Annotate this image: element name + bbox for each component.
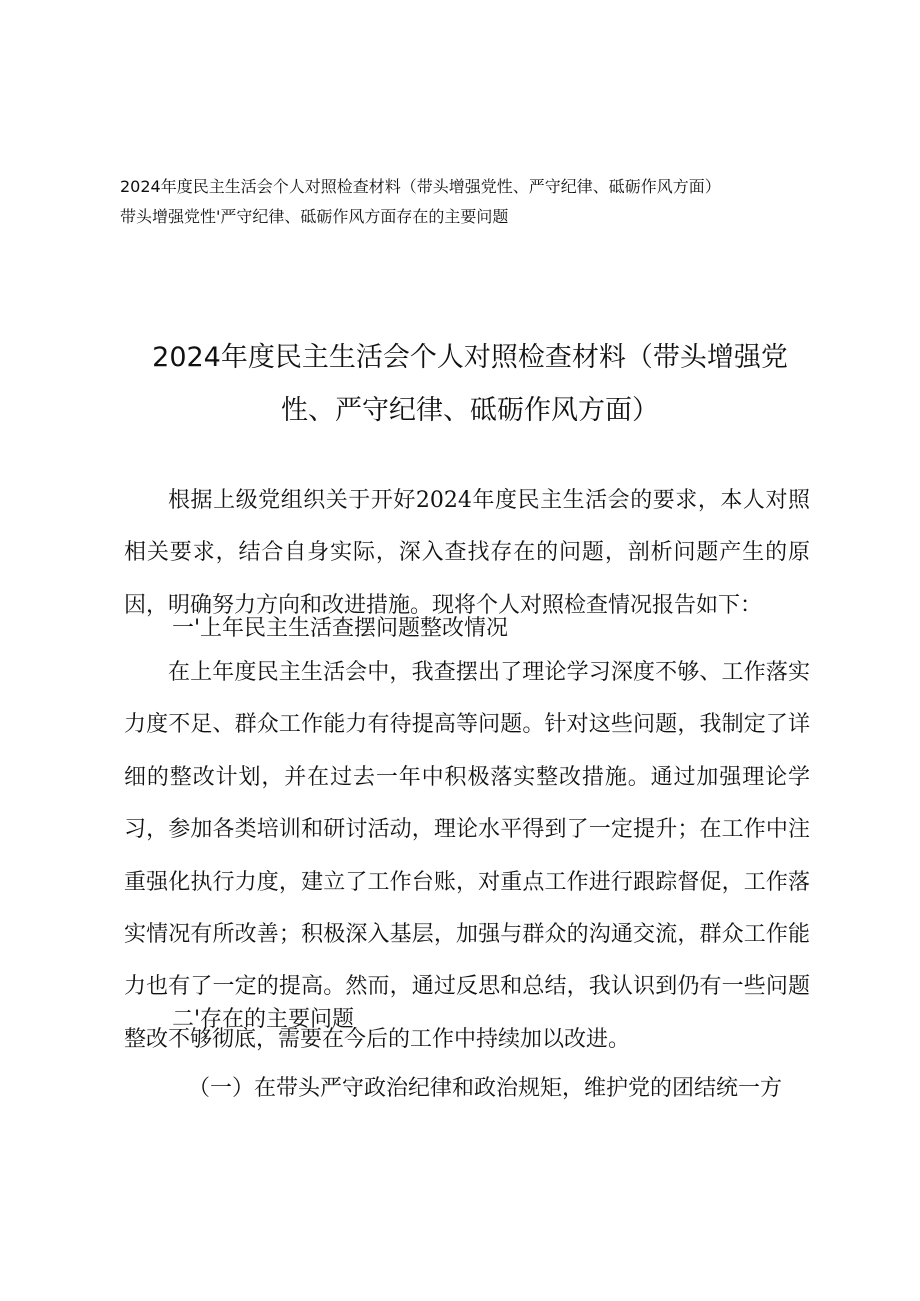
toc-line-2: 带头增强党性'严守纪律、砥砺作风方面存在的主要问题 [120,207,509,226]
subsection-1-heading: （一）在带头严守政治纪律和政治规矩，维护党的团结统一方 [188,1076,783,1101]
toc-line-1: 2024年度民主生活会个人对照检查材料（带头增强党性、严守纪律、砥砺作风方面） [120,177,721,196]
section-1-paragraph: 在上年度民主生活会中，我查摆出了理论学习深度不够、工作落实力度不足、群众工作能力有待提高等问题。针对这些问题，我制定了详细的整改计划，并在过去一年中积极落实整改措施。通过加强理论学习，参加各类培训和研讨活动，理论水平得到了一定提升；在工作中注重强化执行力度，建立了工作台账，对重点工作进行跟踪督促，工作落实情况有所改善；积极深入基层，加强与群众的沟通交流，群众工作能力也有了一定的提高。然而，通过反思和总结，我认识到仍有一些问题整改不够彻底，需要在今后的工作中持续加以改进。 [124,660,810,1052]
section-1-heading: 一'上年民主生活查摆问题整改情况 [172,616,509,641]
document-title-line-1: 2024年度民主生活会个人对照检查材料（带头增强党 [152,342,788,373]
intro-paragraph: 根据上级党组织关于开好2024年度民主生活会的要求，本人对照相关要求，结合自身实际，深入查找存在的问题，剖析问题产生的原因，明确努力方向和改进措施。现将个人对照检查情况报告如下： [124,488,810,618]
section-2-heading: 二'存在的主要问题 [172,1007,355,1032]
document-title-line-2: 性、严守纪律、砥砺作风方面） [281,395,659,426]
